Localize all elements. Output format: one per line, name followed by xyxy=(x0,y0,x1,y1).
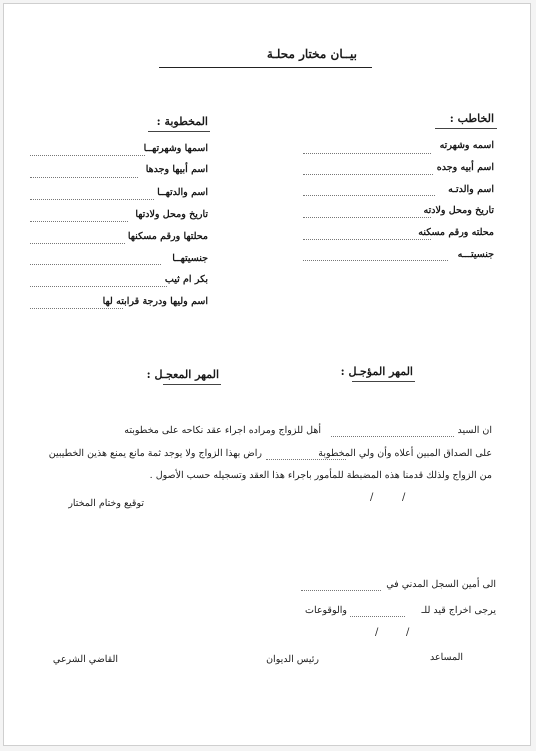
registry-request-start: يرجى اخراج قيد للـ xyxy=(421,605,496,616)
form-title: بيــان مختار محلـة xyxy=(266,47,357,61)
bride-father-label: اسم أبيها وجدها xyxy=(145,164,208,175)
deferred-dowry-underline xyxy=(352,381,415,382)
bride-birth-label: تاريخ ومحل ولادتها xyxy=(135,209,208,220)
groom-address-label: محلته ورقم مسكنه xyxy=(418,227,494,238)
statement-line1-end: أهل للزواج ومراده اجراء عقد نكاحه على مخطوبته xyxy=(124,425,321,436)
registry-place-field[interactable] xyxy=(301,590,381,591)
title-underline xyxy=(159,67,372,68)
advance-dowry-underline xyxy=(163,384,221,385)
judge-signature-label: القاضي الشرعي xyxy=(52,654,118,665)
director-signature-label: رئيس الديوان xyxy=(266,654,319,665)
groom-name-blank[interactable] xyxy=(331,436,454,437)
guardian-name-blank[interactable] xyxy=(266,459,346,460)
statement-line3: من الزواج ولذلك قدمنا هذه المضبطة للمأمور باجراء هذا العقد وتسجيله حسب الأصول . xyxy=(149,470,492,481)
groom-nationality-field[interactable] xyxy=(303,260,448,261)
groom-heading: الخاطب : xyxy=(449,112,494,125)
date-slash: / xyxy=(370,492,374,503)
groom-birth-field[interactable] xyxy=(303,217,431,218)
bride-birth-field[interactable] xyxy=(30,221,128,222)
bride-guardian-label: اسم وليها ودرجة قرابته لها xyxy=(102,296,208,307)
bride-mother-label: اسم والدتهــا xyxy=(157,187,208,198)
bride-name-field[interactable] xyxy=(30,155,145,156)
advance-dowry-heading: المهر المعجـل : xyxy=(146,368,219,381)
bride-status-field[interactable] xyxy=(30,286,167,287)
bride-name-label: اسمها وشهرتهــا xyxy=(143,143,208,154)
date-slash: / xyxy=(375,627,379,638)
bride-nationality-field[interactable] xyxy=(30,264,161,265)
bride-status-label: بكر ام ثيب xyxy=(164,274,208,285)
groom-heading-underline xyxy=(435,128,497,129)
groom-name-label: اسمه وشهرته xyxy=(439,140,494,151)
registry-to-label: الى أمين السجل المدني في xyxy=(386,579,496,590)
form-page xyxy=(3,3,531,746)
date-slash: / xyxy=(402,492,406,503)
groom-mother-field[interactable] xyxy=(303,195,435,196)
groom-mother-label: اسم والدتـه xyxy=(448,184,494,195)
assistant-signature-label: المساعد xyxy=(429,652,463,663)
groom-birth-label: تاريخ ومحل ولادته xyxy=(423,205,494,216)
bride-father-field[interactable] xyxy=(30,177,138,178)
groom-nationality-label: جنسيتـــه xyxy=(457,249,494,260)
deferred-dowry-heading: المهر المؤجـل : xyxy=(340,365,413,378)
bride-address-field[interactable] xyxy=(30,243,125,244)
bride-mother-field[interactable] xyxy=(30,199,154,200)
groom-address-field[interactable] xyxy=(303,239,431,240)
statement-line1-start: ان السيد xyxy=(457,425,492,436)
bride-nationality-label: جنسيتهــا xyxy=(172,253,208,264)
bride-guardian-field[interactable] xyxy=(30,308,123,309)
registry-record-field[interactable] xyxy=(350,616,405,617)
groom-father-field[interactable] xyxy=(303,174,433,175)
bride-heading-underline xyxy=(148,131,210,132)
statement-line2-start: على الصداق المبين أعلاه وأن ولي المخطوبة xyxy=(318,448,492,459)
registry-request-end: والوقوعات xyxy=(305,605,347,616)
date-slash: / xyxy=(406,627,410,638)
groom-father-label: اسم أبيه وجده xyxy=(436,162,494,173)
groom-name-field[interactable] xyxy=(303,153,431,154)
bride-address-label: محلتها ورقم مسكنها xyxy=(127,231,208,242)
mukhtar-signature-label: توقيع وختام المختار xyxy=(68,498,144,509)
bride-heading: المخطوبة : xyxy=(156,115,208,128)
statement-line2-end: راض بهذا الزواج ولا يوجد ثمة مانع يمنع هذين الخطيبين xyxy=(48,448,262,459)
